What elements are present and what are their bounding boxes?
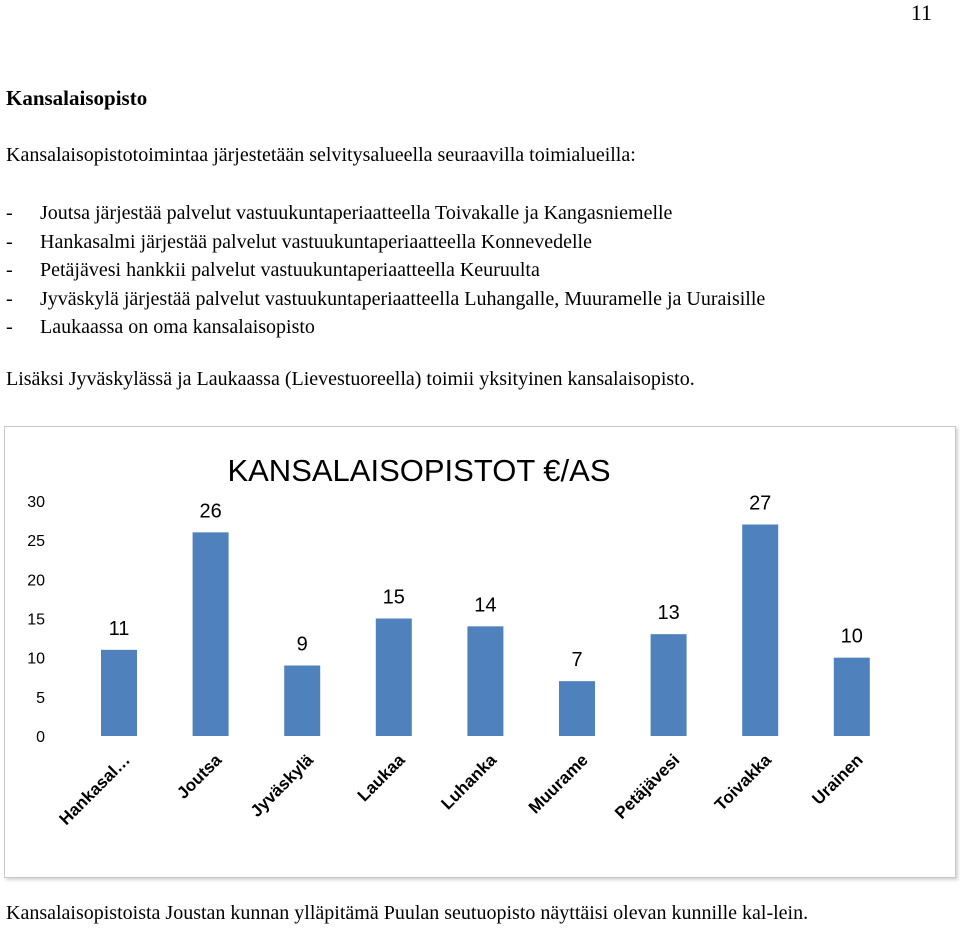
data-label: 9 <box>296 633 308 656</box>
list-item-text: Hankasalmi järjestää palvelut vastuukuntaperiaatteella Konnevedelle <box>40 230 592 253</box>
bar-muurame <box>559 681 595 736</box>
bullet-dash: - <box>6 316 13 339</box>
bullet-list <box>6 199 765 342</box>
data-label: 15 <box>382 586 405 609</box>
list-item <box>6 199 765 228</box>
y-tick-label: 0 <box>36 729 45 746</box>
intro-paragraph: Kansalaisopistotoimintaa järjestetään selvitysalueella seuraavilla toimialueilla: <box>6 144 636 166</box>
x-tick-label: Urainen <box>808 750 867 809</box>
bar-petäjävesi <box>651 634 687 736</box>
list-item-text: Jyväskylä järjestää palvelut vastuukuntaperiaatteella Luhangalle, Muuramelle ja Uuraisille <box>40 287 766 310</box>
x-tick-label: Jyväskylä <box>246 750 318 821</box>
bullet-dash: - <box>6 287 13 310</box>
list-item-text: Joutsa järjestää palvelut vastuukuntaperiaatteella Toivakalle ja Kangasniemelle <box>40 202 673 224</box>
data-label: 14 <box>474 594 497 617</box>
y-tick-label: 25 <box>27 533 45 551</box>
x-tick-label: Hankasal… <box>55 750 134 829</box>
x-tick-label: Joutsa <box>173 750 226 803</box>
list-item <box>6 256 765 285</box>
data-label: 7 <box>571 649 583 672</box>
section-heading: Kansalaisopisto <box>6 86 148 110</box>
x-tick-label: Petäjävesi <box>611 750 684 823</box>
data-label: 26 <box>199 500 222 523</box>
bar-chart <box>4 426 956 878</box>
bullet-dash: - <box>6 259 13 282</box>
x-tick-label: Luhanka <box>437 750 501 814</box>
bar-toivakka <box>742 525 778 737</box>
list-item <box>6 228 765 257</box>
bar-laukaa <box>376 619 412 737</box>
bar-jyväskylä <box>284 666 320 737</box>
data-label: 11 <box>108 617 130 640</box>
bullet-dash: - <box>6 230 13 253</box>
y-tick-label: 15 <box>27 611 45 629</box>
y-tick-label: 10 <box>27 650 45 668</box>
chart-title: KANSALAISOPISTOT €/AS <box>227 453 611 488</box>
x-tick-label: Muurame <box>524 750 592 818</box>
chart-canvas <box>5 427 955 877</box>
y-tick-label: 30 <box>27 494 45 511</box>
bar-luhanka <box>467 626 503 736</box>
footer-paragraph: Kansalaisopistoista Joustan kunnan ylläpitämä Puulan seutuopisto näyttäisi olevan kunnille kal-lein. <box>6 902 809 924</box>
bullet-dash: - <box>6 202 13 224</box>
bar-urainen <box>834 658 870 736</box>
list-item <box>6 313 765 342</box>
list-item-text: Petäjävesi hankkii palvelut vastuukuntaperiaatteella Keuruulta <box>40 259 540 282</box>
x-tick-label: Laukaa <box>353 750 409 806</box>
data-label: 13 <box>657 602 680 625</box>
data-label: 10 <box>840 625 863 648</box>
page-number: 11 <box>910 0 932 25</box>
bar-joutsa <box>193 532 229 736</box>
list-item <box>6 285 765 314</box>
bar-hankasal <box>101 650 137 736</box>
list-item-text: Laukaassa on oma kansalaisopisto <box>40 316 315 339</box>
y-tick-label: 5 <box>36 689 45 707</box>
extra-paragraph: Lisäksi Jyväskylässä ja Laukaassa (Lievestuoreella) toimii yksityinen kansalaisopisto. <box>6 368 695 390</box>
x-tick-label: Toivakka <box>711 750 776 815</box>
y-tick-label: 20 <box>27 572 45 590</box>
data-label: 27 <box>749 492 772 515</box>
